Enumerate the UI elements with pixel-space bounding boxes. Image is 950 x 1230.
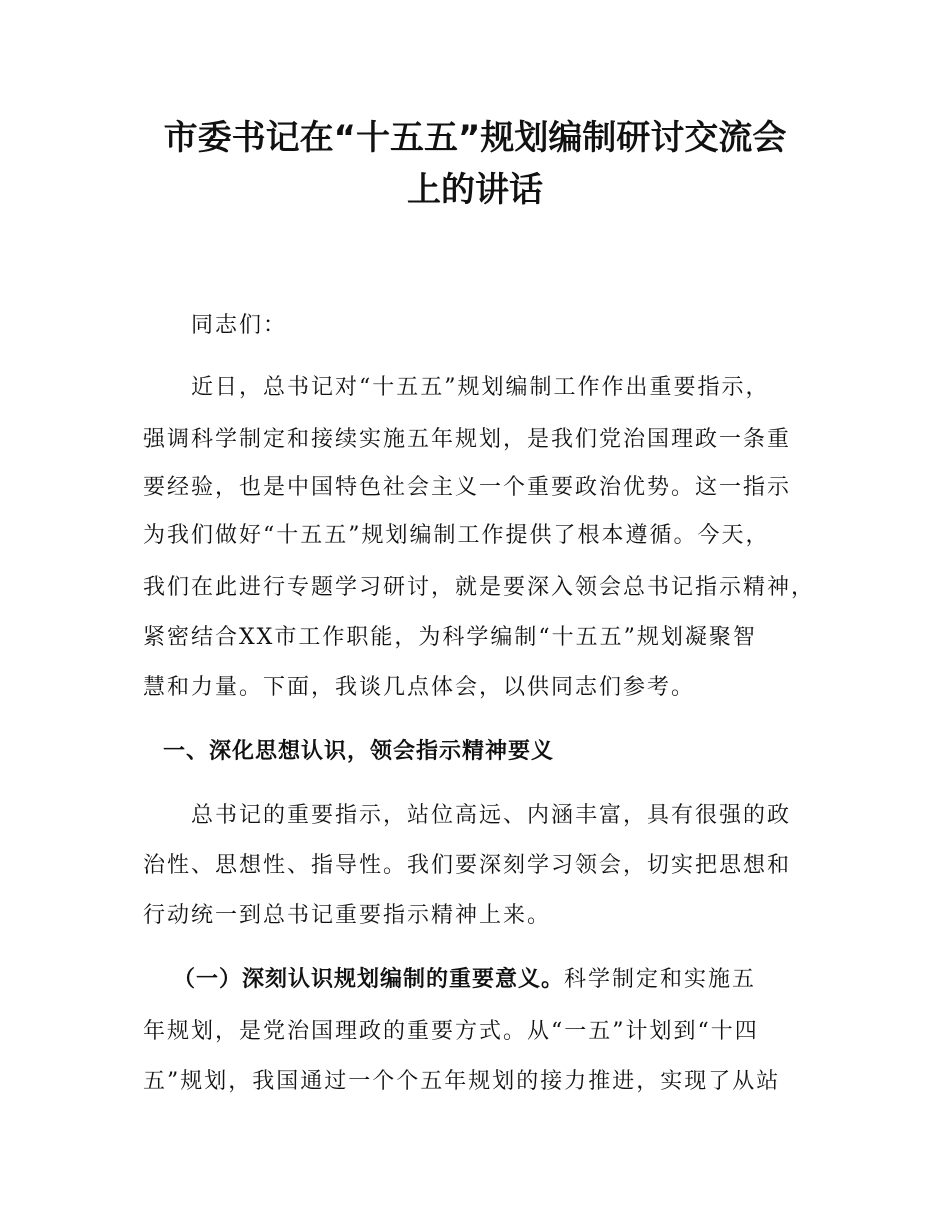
paragraph-3-line-3: 五”规划，我国通过一个个五年规划的接力推进，实现了从站	[143, 1069, 781, 1094]
paragraph-1-line-3: 要经验，也是中国特色社会主义一个重要政治优势。这一指示	[143, 475, 792, 500]
salutation: 同志们：	[191, 313, 288, 338]
paragraph-1-line-6: 紧密结合XX市工作职能，为科学编制“十五五”规划凝聚智	[143, 625, 757, 650]
paragraph-2-line-3: 行动统一到总书记重要指示精神上来。	[143, 903, 552, 928]
paragraph-2-line-1: 总书记的重要指示，站位高远、内涵丰富，具有很强的政	[191, 803, 792, 828]
paragraph-1-line-1: 近日，总书记对“十五五”规划编制工作作出重要指示，	[191, 375, 770, 400]
title-line-2: 上的讲话	[407, 170, 543, 210]
paragraph-1-line-4: 为我们做好“十五五”规划编制工作提供了根本遵循。今天，	[143, 523, 770, 548]
paragraph-3-line-2: 年规划，是党治国理政的重要方式。从“一五”计划到“十四	[143, 1019, 759, 1044]
paragraph-3-line-1	[173, 964, 756, 996]
paragraph-1-line-2: 强调科学制定和接续实施五年规划，是我们党治国理政一条重	[143, 427, 792, 452]
paragraph-1-line-5: 我们在此进行专题学习研讨，就是要深入领会总书记指示精神，	[143, 575, 816, 600]
title-line-1: 市委书记在“十五五”规划编制研讨交流会	[163, 118, 787, 158]
document-title	[100, 112, 850, 216]
paragraph-3-line-1-rest: 科学制定和实施五	[564, 967, 757, 992]
paragraph-3-bold-lead: （一）深刻认识规划编制的重要意义。	[173, 967, 565, 992]
section-heading-1: 一、深化思想认识，领会指示精神要义	[163, 739, 555, 764]
paragraph-1-line-7: 慧和力量。下面，我谈几点体会，以供同志们参考。	[143, 675, 696, 700]
paragraph-2-line-2: 治性、思想性、指导性。我们要深刻学习领会，切实把思想和	[143, 853, 792, 878]
